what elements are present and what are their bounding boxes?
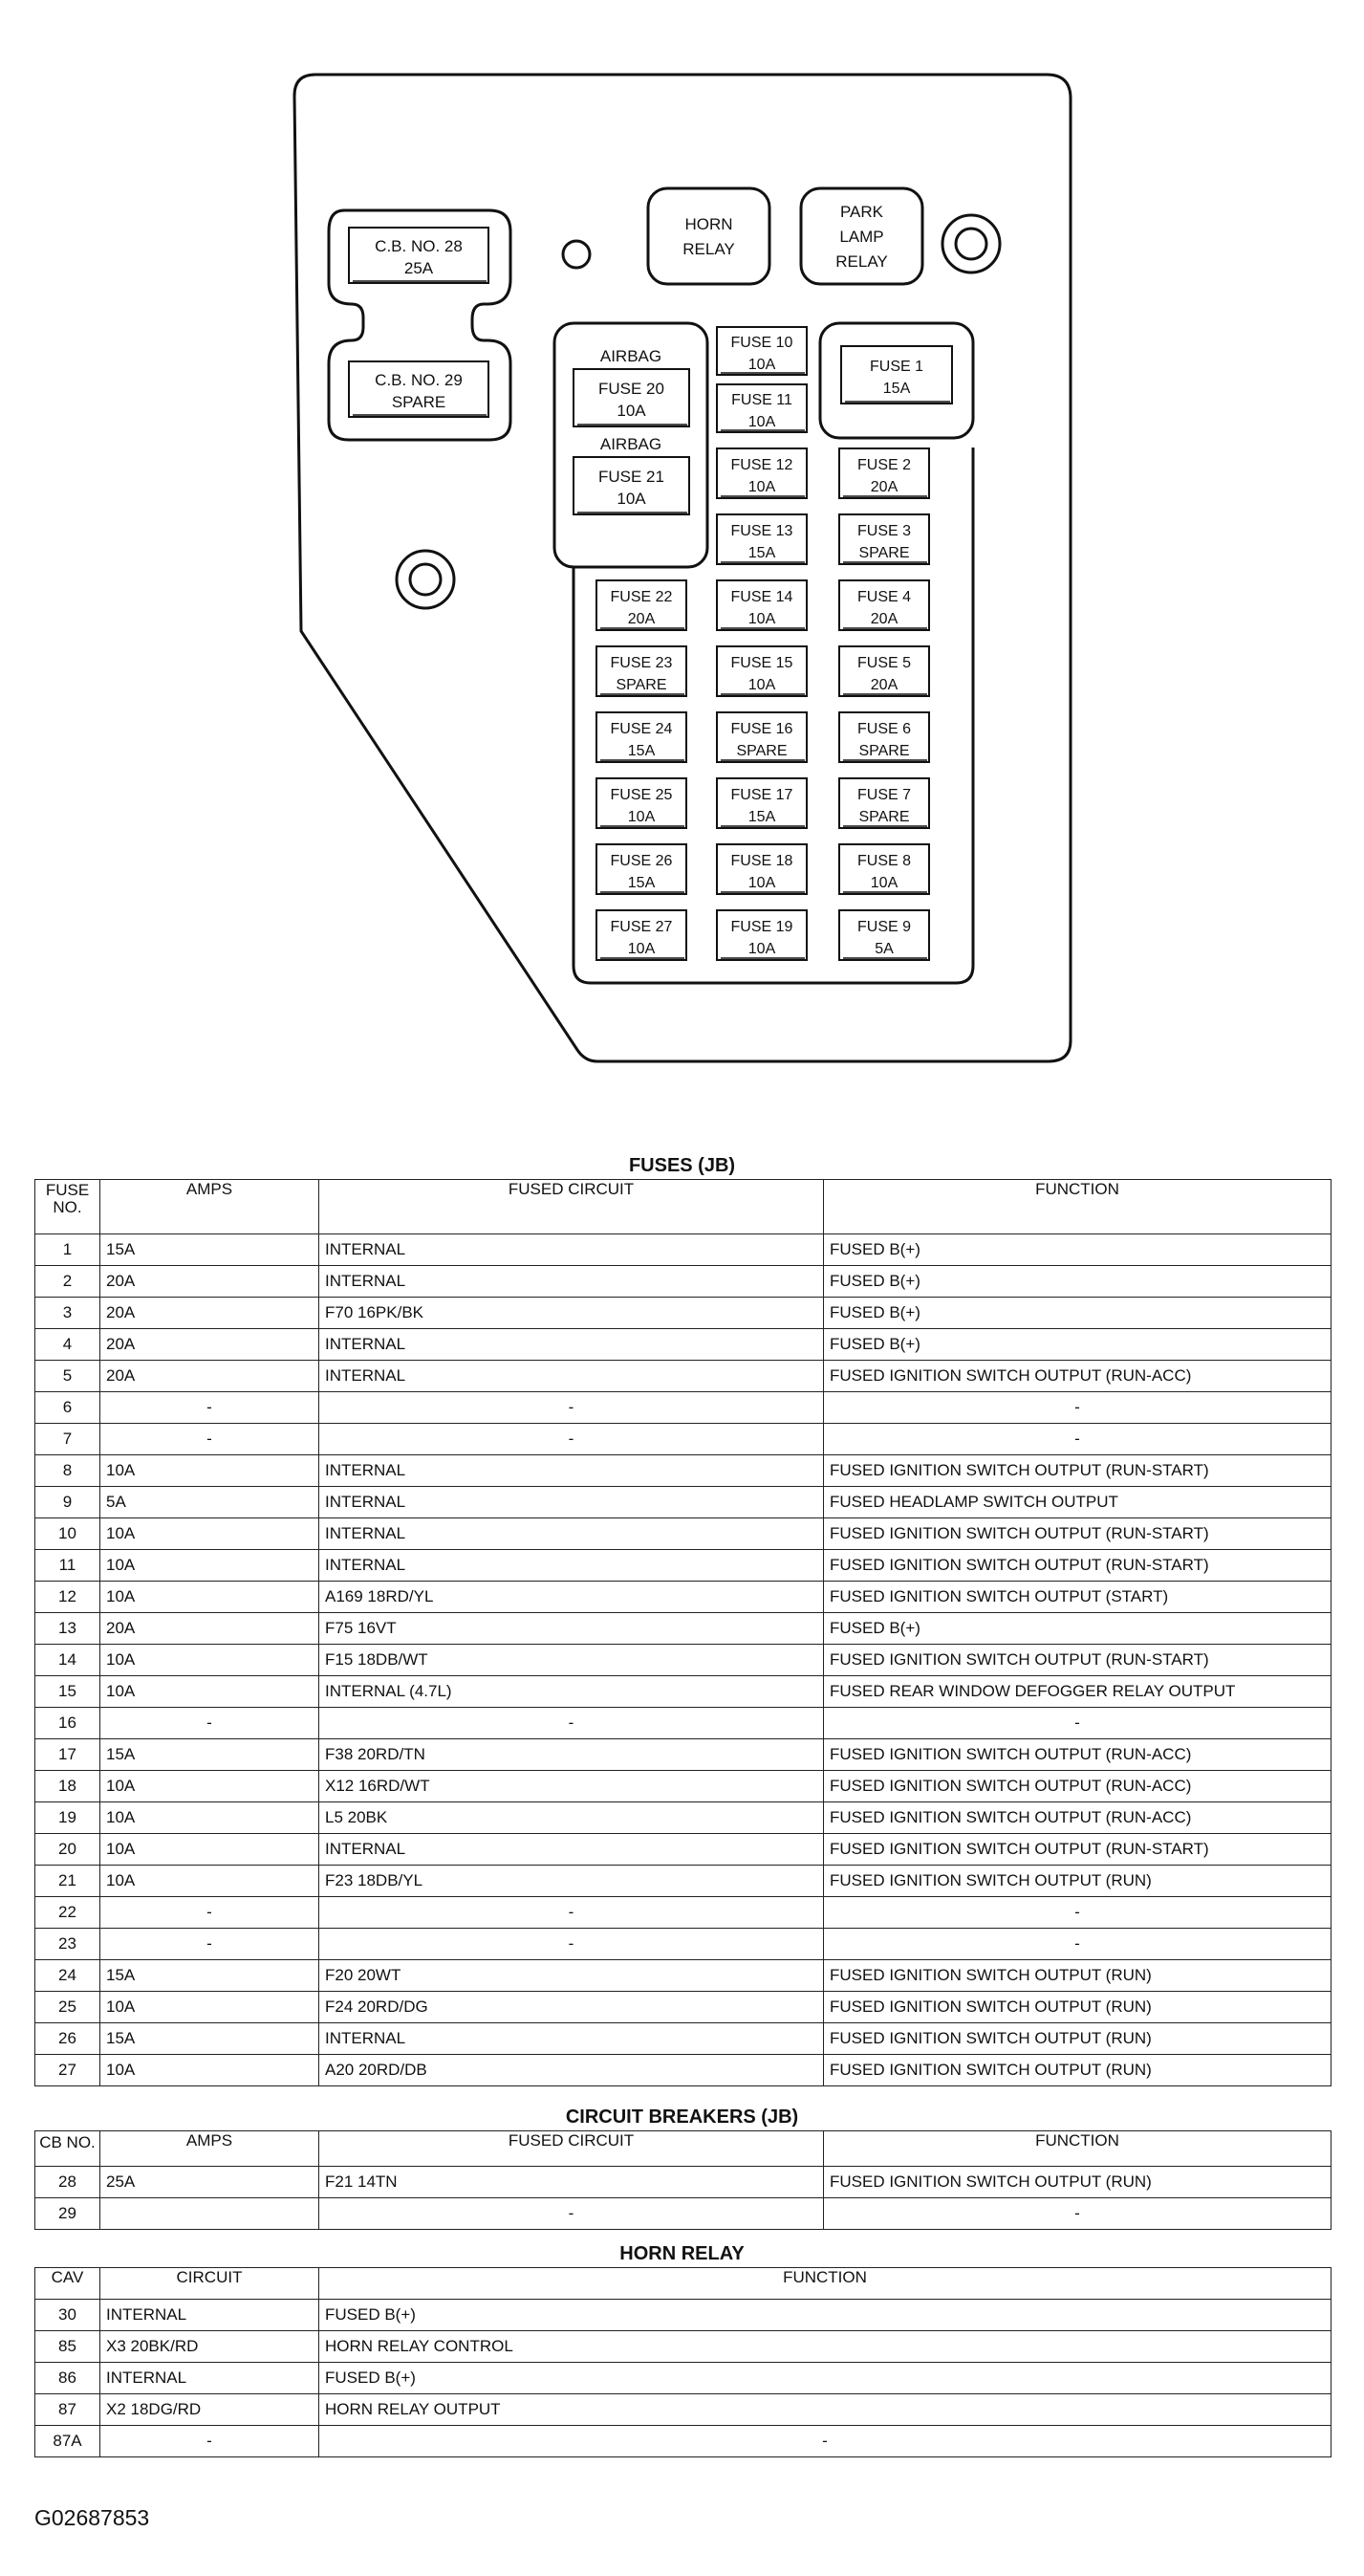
table-cell: FUSED IGNITION SWITCH OUTPUT (RUN-START)	[824, 1455, 1332, 1487]
table-cell: -	[824, 1392, 1332, 1424]
circuit-breaker-28-label: C.B. NO. 28	[375, 237, 463, 255]
horn-table-title: HORN RELAY	[619, 2243, 745, 2264]
horn-relay	[648, 188, 769, 284]
fuse-5-rating: 20A	[870, 677, 899, 693]
table-cell: F20 20WT	[319, 1960, 824, 1992]
table-cell	[100, 2198, 319, 2230]
fuse-15	[717, 646, 807, 696]
breakers-table-title: CIRCUIT BREAKERS (JB)	[565, 2107, 799, 2128]
fuse-10-label: FUSE 10	[730, 335, 793, 351]
table-row	[35, 1929, 1332, 1960]
header-amps: AMPS	[100, 1180, 319, 1234]
table-cell: 10A	[100, 2055, 319, 2086]
horn-relay-table	[34, 2267, 1332, 2457]
table-cell: 26	[35, 2023, 100, 2055]
table-cell: 29	[35, 2198, 100, 2230]
table-cell: FUSED B(+)	[824, 1613, 1332, 1645]
fuse-27-rating: 10A	[627, 941, 656, 957]
table-cell: INTERNAL	[319, 1455, 824, 1487]
airbag-label: AIRBAG	[599, 435, 662, 453]
fuse-4-rating: 20A	[870, 611, 899, 627]
fuse-25-rating: 10A	[627, 809, 656, 825]
table-cell: 85	[35, 2331, 100, 2363]
fuse-3-label: FUSE 3	[856, 523, 912, 539]
fuse-16-label: FUSE 16	[730, 721, 793, 737]
table-row	[35, 1771, 1332, 1802]
table-cell: -	[100, 2426, 319, 2457]
table-cell: INTERNAL	[319, 2023, 824, 2055]
table-cell: -	[100, 1392, 319, 1424]
table-row	[35, 2363, 1332, 2394]
table-cell: 2	[35, 1266, 100, 1298]
header-function: FUNCTION	[824, 2131, 1332, 2167]
table-cell: -	[319, 2198, 824, 2230]
header-function: FUNCTION	[319, 2268, 1332, 2300]
fuse-23-label: FUSE 23	[610, 655, 673, 671]
fuse-8	[839, 844, 929, 894]
table-cell: 15A	[100, 1234, 319, 1266]
fuse-21	[574, 457, 689, 514]
table-cell: 10A	[100, 1645, 319, 1676]
fuse-1	[841, 346, 952, 404]
fuse-2	[839, 448, 929, 498]
table-cell: -	[824, 1929, 1332, 1960]
table-cell: INTERNAL (4.7L)	[319, 1676, 824, 1708]
table-cell: X3 20BK/RD	[100, 2331, 319, 2363]
table-cell: 15A	[100, 1739, 319, 1771]
table-cell: INTERNAL	[319, 1266, 824, 1298]
table-row	[35, 2198, 1332, 2230]
table-cell: 28	[35, 2167, 100, 2198]
circuit-breaker-29-label: C.B. NO. 29	[375, 371, 463, 389]
fuse-18-label: FUSE 18	[730, 853, 793, 869]
fuse-22	[596, 580, 686, 630]
table-row	[35, 1550, 1332, 1582]
fuse-17	[717, 778, 807, 828]
table-cell: INTERNAL	[319, 1834, 824, 1866]
fuse-3-rating: SPARE	[858, 545, 910, 561]
table-cell: 9	[35, 1487, 100, 1518]
fuse-20	[574, 369, 689, 426]
table-cell: FUSED IGNITION SWITCH OUTPUT (RUN-START)	[824, 1518, 1332, 1550]
table-cell: -	[100, 1929, 319, 1960]
table-cell: F15 18DB/WT	[319, 1645, 824, 1676]
fuse-16	[717, 712, 807, 762]
junction-block-diagram	[0, 0, 1364, 1100]
table-cell: 24	[35, 1960, 100, 1992]
fuse-5-label: FUSE 5	[856, 655, 912, 671]
fuse-26-rating: 15A	[627, 875, 656, 891]
fuse-18-rating: 10A	[747, 875, 776, 891]
table-row	[35, 2426, 1332, 2457]
fuses-table	[34, 1179, 1332, 2086]
fuse-6	[839, 712, 929, 762]
table-row	[35, 1487, 1332, 1518]
fuse-27	[596, 910, 686, 960]
table-cell: 19	[35, 1802, 100, 1834]
table-cell: INTERNAL	[319, 1487, 824, 1518]
fuse-19	[717, 910, 807, 960]
header-cb-no: CB NO.	[35, 2131, 100, 2167]
fuse-21-rating: 10A	[617, 490, 646, 508]
table-cell: 21	[35, 1866, 100, 1897]
fuse-1-rating: 15A	[882, 381, 911, 397]
table-cell: FUSED B(+)	[824, 1298, 1332, 1329]
table-row	[35, 2167, 1332, 2198]
table-row	[35, 2023, 1332, 2055]
fuse-7-rating: SPARE	[858, 809, 910, 825]
table-cell: INTERNAL	[319, 1329, 824, 1361]
table-cell: INTERNAL	[319, 1234, 824, 1266]
table-cell: 87A	[35, 2426, 100, 2457]
table-cell: -	[824, 1708, 1332, 1739]
table-cell: FUSED B(+)	[824, 1329, 1332, 1361]
table-cell: 5	[35, 1361, 100, 1392]
table-cell: A169 18RD/YL	[319, 1582, 824, 1613]
table-cell: FUSED B(+)	[824, 1234, 1332, 1266]
table-cell: FUSED IGNITION SWITCH OUTPUT (RUN)	[824, 2023, 1332, 2055]
header-function: FUNCTION	[824, 1180, 1332, 1234]
fuse-22-label: FUSE 22	[610, 589, 673, 605]
table-cell: -	[319, 2426, 1332, 2457]
fuse-1-label: FUSE 1	[869, 359, 924, 375]
fuse-24-rating: 15A	[627, 743, 656, 759]
table-cell: FUSED B(+)	[319, 2363, 1332, 2394]
fuse-10	[717, 327, 807, 375]
header-fused-circuit: FUSED CIRCUIT	[319, 1180, 824, 1234]
fuse-11	[717, 384, 807, 432]
table-cell: 10A	[100, 1992, 319, 2023]
table-cell: -	[100, 1708, 319, 1739]
table-row	[35, 1739, 1332, 1771]
table-cell: 10A	[100, 1455, 319, 1487]
table-row	[35, 1613, 1332, 1645]
table-cell: 14	[35, 1645, 100, 1676]
table-cell: -	[319, 1897, 824, 1929]
circuit-breaker-29-rating: SPARE	[391, 393, 446, 411]
table-cell: FUSED IGNITION SWITCH OUTPUT (RUN)	[824, 1960, 1332, 1992]
table-cell: 22	[35, 1897, 100, 1929]
fuse-13	[717, 514, 807, 564]
mounting-hole-right	[942, 215, 1000, 273]
table-cell: -	[100, 1897, 319, 1929]
fuse-24-label: FUSE 24	[610, 721, 673, 737]
table-cell: -	[824, 1897, 1332, 1929]
fuse-6-label: FUSE 6	[856, 721, 912, 737]
table-cell: 20A	[100, 1613, 319, 1645]
table-cell: FUSED IGNITION SWITCH OUTPUT (RUN)	[824, 2055, 1332, 2086]
table-cell: F21 14TN	[319, 2167, 824, 2198]
table-cell: 10	[35, 1518, 100, 1550]
header-fused-circuit: FUSED CIRCUIT	[319, 2131, 824, 2167]
fuse-8-label: FUSE 8	[856, 853, 912, 869]
fuse-14-rating: 10A	[747, 611, 776, 627]
fuse-16-rating: SPARE	[736, 743, 788, 759]
table-cell: 3	[35, 1298, 100, 1329]
table-cell: 30	[35, 2300, 100, 2331]
table-cell: HORN RELAY OUTPUT	[319, 2394, 1332, 2426]
table-cell: 11	[35, 1550, 100, 1582]
fuse-11-rating: 10A	[747, 414, 776, 430]
table-row	[35, 1455, 1332, 1487]
table-cell: FUSED IGNITION SWITCH OUTPUT (RUN-START)	[824, 1550, 1332, 1582]
fuse-19-rating: 10A	[747, 941, 776, 957]
table-cell: -	[319, 1929, 824, 1960]
table-cell: A20 20RD/DB	[319, 2055, 824, 2086]
table-cell: INTERNAL	[100, 2363, 319, 2394]
table-cell: FUSED IGNITION SWITCH OUTPUT (RUN-ACC)	[824, 1739, 1332, 1771]
table-row	[35, 1897, 1332, 1929]
table-row	[35, 1582, 1332, 1613]
header-amps: AMPS	[100, 2131, 319, 2167]
table-cell: F70 16PK/BK	[319, 1298, 824, 1329]
fuse-15-rating: 10A	[747, 677, 776, 693]
table-cell: 87	[35, 2394, 100, 2426]
fuse-9	[839, 910, 929, 960]
header-fuse-no: FUSE NO.	[35, 1180, 100, 1234]
table-row	[35, 2055, 1332, 2086]
airbag-label: AIRBAG	[599, 347, 662, 365]
table-cell: HORN RELAY CONTROL	[319, 2331, 1332, 2363]
table-cell: INTERNAL	[319, 1550, 824, 1582]
fuse-23	[596, 646, 686, 696]
fuse-27-label: FUSE 27	[610, 919, 673, 935]
horn-relay-label: RELAY	[682, 240, 735, 258]
fuse-26	[596, 844, 686, 894]
fuse-8-rating: 10A	[870, 875, 899, 891]
table-cell: 25	[35, 1992, 100, 2023]
table-row	[35, 1234, 1332, 1266]
table-row	[35, 1266, 1332, 1298]
table-row	[35, 1802, 1332, 1834]
park-lamp-relay-label: RELAY	[835, 252, 888, 271]
table-cell: F75 16VT	[319, 1613, 824, 1645]
header-circuit: CIRCUIT	[100, 2268, 319, 2300]
circuit-breaker-28	[349, 228, 488, 283]
table-cell: 20A	[100, 1329, 319, 1361]
table-cell: 10A	[100, 1518, 319, 1550]
table-cell: INTERNAL	[319, 1518, 824, 1550]
table-cell: 12	[35, 1582, 100, 1613]
table-row	[35, 1992, 1332, 2023]
park-lamp-relay-label: LAMP	[839, 228, 884, 246]
fuse-12-rating: 10A	[747, 479, 776, 495]
fuse-9-label: FUSE 9	[856, 919, 912, 935]
fuse-13-rating: 15A	[747, 545, 776, 561]
table-cell: 10A	[100, 1582, 319, 1613]
fuse-17-rating: 15A	[747, 809, 776, 825]
mounting-hole-small	[563, 241, 590, 268]
table-cell: -	[100, 1424, 319, 1455]
park-lamp-relay-label: PARK	[839, 203, 884, 221]
table-row	[35, 2300, 1332, 2331]
fuse-17-label: FUSE 17	[730, 787, 793, 803]
table-row	[35, 1708, 1332, 1739]
table-row	[35, 1361, 1332, 1392]
table-cell: 86	[35, 2363, 100, 2394]
fuse-23-rating: SPARE	[616, 677, 667, 693]
table-cell: FUSED IGNITION SWITCH OUTPUT (RUN-ACC)	[824, 1361, 1332, 1392]
fuse-22-rating: 20A	[627, 611, 656, 627]
fuse-18	[717, 844, 807, 894]
horn-relay-label: HORN	[684, 215, 733, 233]
table-cell: -	[824, 1424, 1332, 1455]
fuse-9-rating: 5A	[875, 941, 894, 957]
table-cell: 13	[35, 1613, 100, 1645]
fuse-13-label: FUSE 13	[730, 523, 793, 539]
fuse-14	[717, 580, 807, 630]
table-cell: INTERNAL	[319, 1361, 824, 1392]
table-cell: 17	[35, 1739, 100, 1771]
fuse-2-label: FUSE 2	[856, 457, 912, 473]
table-cell: 15	[35, 1676, 100, 1708]
figure-code: G02687853	[34, 2505, 150, 2530]
table-row	[35, 1329, 1332, 1361]
table-cell: FUSED IGNITION SWITCH OUTPUT (RUN-ACC)	[824, 1771, 1332, 1802]
table-cell: 4	[35, 1329, 100, 1361]
fuse-25	[596, 778, 686, 828]
table-cell: FUSED B(+)	[319, 2300, 1332, 2331]
fuse-7	[839, 778, 929, 828]
table-cell: 10A	[100, 1771, 319, 1802]
table-cell: FUSED IGNITION SWITCH OUTPUT (RUN-START)	[824, 1645, 1332, 1676]
fuse-21-label: FUSE 21	[598, 468, 664, 486]
table-cell: 27	[35, 2055, 100, 2086]
table-cell: FUSED HEADLAMP SWITCH OUTPUT	[824, 1487, 1332, 1518]
fuse-12	[717, 448, 807, 498]
table-cell: -	[319, 1424, 824, 1455]
table-cell: -	[319, 1708, 824, 1739]
fuse-7-label: FUSE 7	[856, 787, 912, 803]
table-cell: FUSED IGNITION SWITCH OUTPUT (RUN)	[824, 1992, 1332, 2023]
fuse-20-rating: 10A	[617, 402, 646, 420]
fuse-11-label: FUSE 11	[731, 392, 792, 408]
fuse-2-rating: 20A	[870, 479, 899, 495]
table-cell: -	[824, 2198, 1332, 2230]
fuse-24	[596, 712, 686, 762]
table-cell: 1	[35, 1234, 100, 1266]
table-row	[35, 1866, 1332, 1897]
table-cell: 15A	[100, 1960, 319, 1992]
fuse-20-label: FUSE 20	[598, 380, 664, 398]
mounting-hole-left	[397, 551, 454, 608]
fuse-4	[839, 580, 929, 630]
fuse-14-label: FUSE 14	[730, 589, 793, 605]
table-cell: F38 20RD/TN	[319, 1739, 824, 1771]
circuit-breaker-29	[349, 361, 488, 417]
circuit-breaker-28-rating: 25A	[403, 259, 434, 277]
table-cell: 5A	[100, 1487, 319, 1518]
table-cell: 25A	[100, 2167, 319, 2198]
table-cell: 8	[35, 1455, 100, 1487]
fuse-12-label: FUSE 12	[730, 457, 793, 473]
table-cell: 20A	[100, 1298, 319, 1329]
fuse-15-label: FUSE 15	[730, 655, 793, 671]
table-cell: -	[319, 1392, 824, 1424]
fuse-19-label: FUSE 19	[730, 919, 793, 935]
fuse-5	[839, 646, 929, 696]
table-cell: 23	[35, 1929, 100, 1960]
table-row	[35, 2394, 1332, 2426]
table-cell: F23 18DB/YL	[319, 1866, 824, 1897]
table-cell: FUSED B(+)	[824, 1266, 1332, 1298]
table-cell: FUSED REAR WINDOW DEFOGGER RELAY OUTPUT	[824, 1676, 1332, 1708]
table-row	[35, 1960, 1332, 1992]
table-cell: 16	[35, 1708, 100, 1739]
table-cell: FUSED IGNITION SWITCH OUTPUT (RUN-START)	[824, 1834, 1332, 1866]
table-row	[35, 1834, 1332, 1866]
table-row	[35, 1645, 1332, 1676]
table-cell: INTERNAL	[100, 2300, 319, 2331]
table-cell: 10A	[100, 1834, 319, 1866]
table-cell: FUSED IGNITION SWITCH OUTPUT (RUN)	[824, 2167, 1332, 2198]
table-cell: 20A	[100, 1361, 319, 1392]
table-cell: 10A	[100, 1802, 319, 1834]
table-cell: FUSED IGNITION SWITCH OUTPUT (RUN)	[824, 1866, 1332, 1897]
fuse-3	[839, 514, 929, 564]
table-cell: 6	[35, 1392, 100, 1424]
table-cell: 20A	[100, 1266, 319, 1298]
fuse-6-rating: SPARE	[858, 743, 910, 759]
table-cell: 10A	[100, 1550, 319, 1582]
table-cell: L5 20BK	[319, 1802, 824, 1834]
table-cell: 10A	[100, 1866, 319, 1897]
fuses-table-title: FUSES (JB)	[628, 1155, 736, 1176]
table-row	[35, 1518, 1332, 1550]
table-row	[35, 1298, 1332, 1329]
fuse-10-rating: 10A	[747, 357, 776, 373]
fuse-25-label: FUSE 25	[610, 787, 673, 803]
table-row	[35, 1424, 1332, 1455]
table-cell: F24 20RD/DG	[319, 1992, 824, 2023]
header-cav: CAV	[35, 2268, 100, 2300]
table-cell: 15A	[100, 2023, 319, 2055]
table-cell: FUSED IGNITION SWITCH OUTPUT (RUN-ACC)	[824, 1802, 1332, 1834]
table-cell: X2 18DG/RD	[100, 2394, 319, 2426]
table-cell: FUSED IGNITION SWITCH OUTPUT (START)	[824, 1582, 1332, 1613]
breakers-table	[34, 2130, 1332, 2230]
table-row	[35, 1676, 1332, 1708]
table-row	[35, 2331, 1332, 2363]
table-cell: 7	[35, 1424, 100, 1455]
table-cell: 18	[35, 1771, 100, 1802]
fuse-4-label: FUSE 4	[856, 589, 912, 605]
table-cell: X12 16RD/WT	[319, 1771, 824, 1802]
fuse-26-label: FUSE 26	[610, 853, 673, 869]
park-lamp-relay	[801, 188, 922, 284]
table-cell: 20	[35, 1834, 100, 1866]
table-row	[35, 1392, 1332, 1424]
table-cell: 10A	[100, 1676, 319, 1708]
